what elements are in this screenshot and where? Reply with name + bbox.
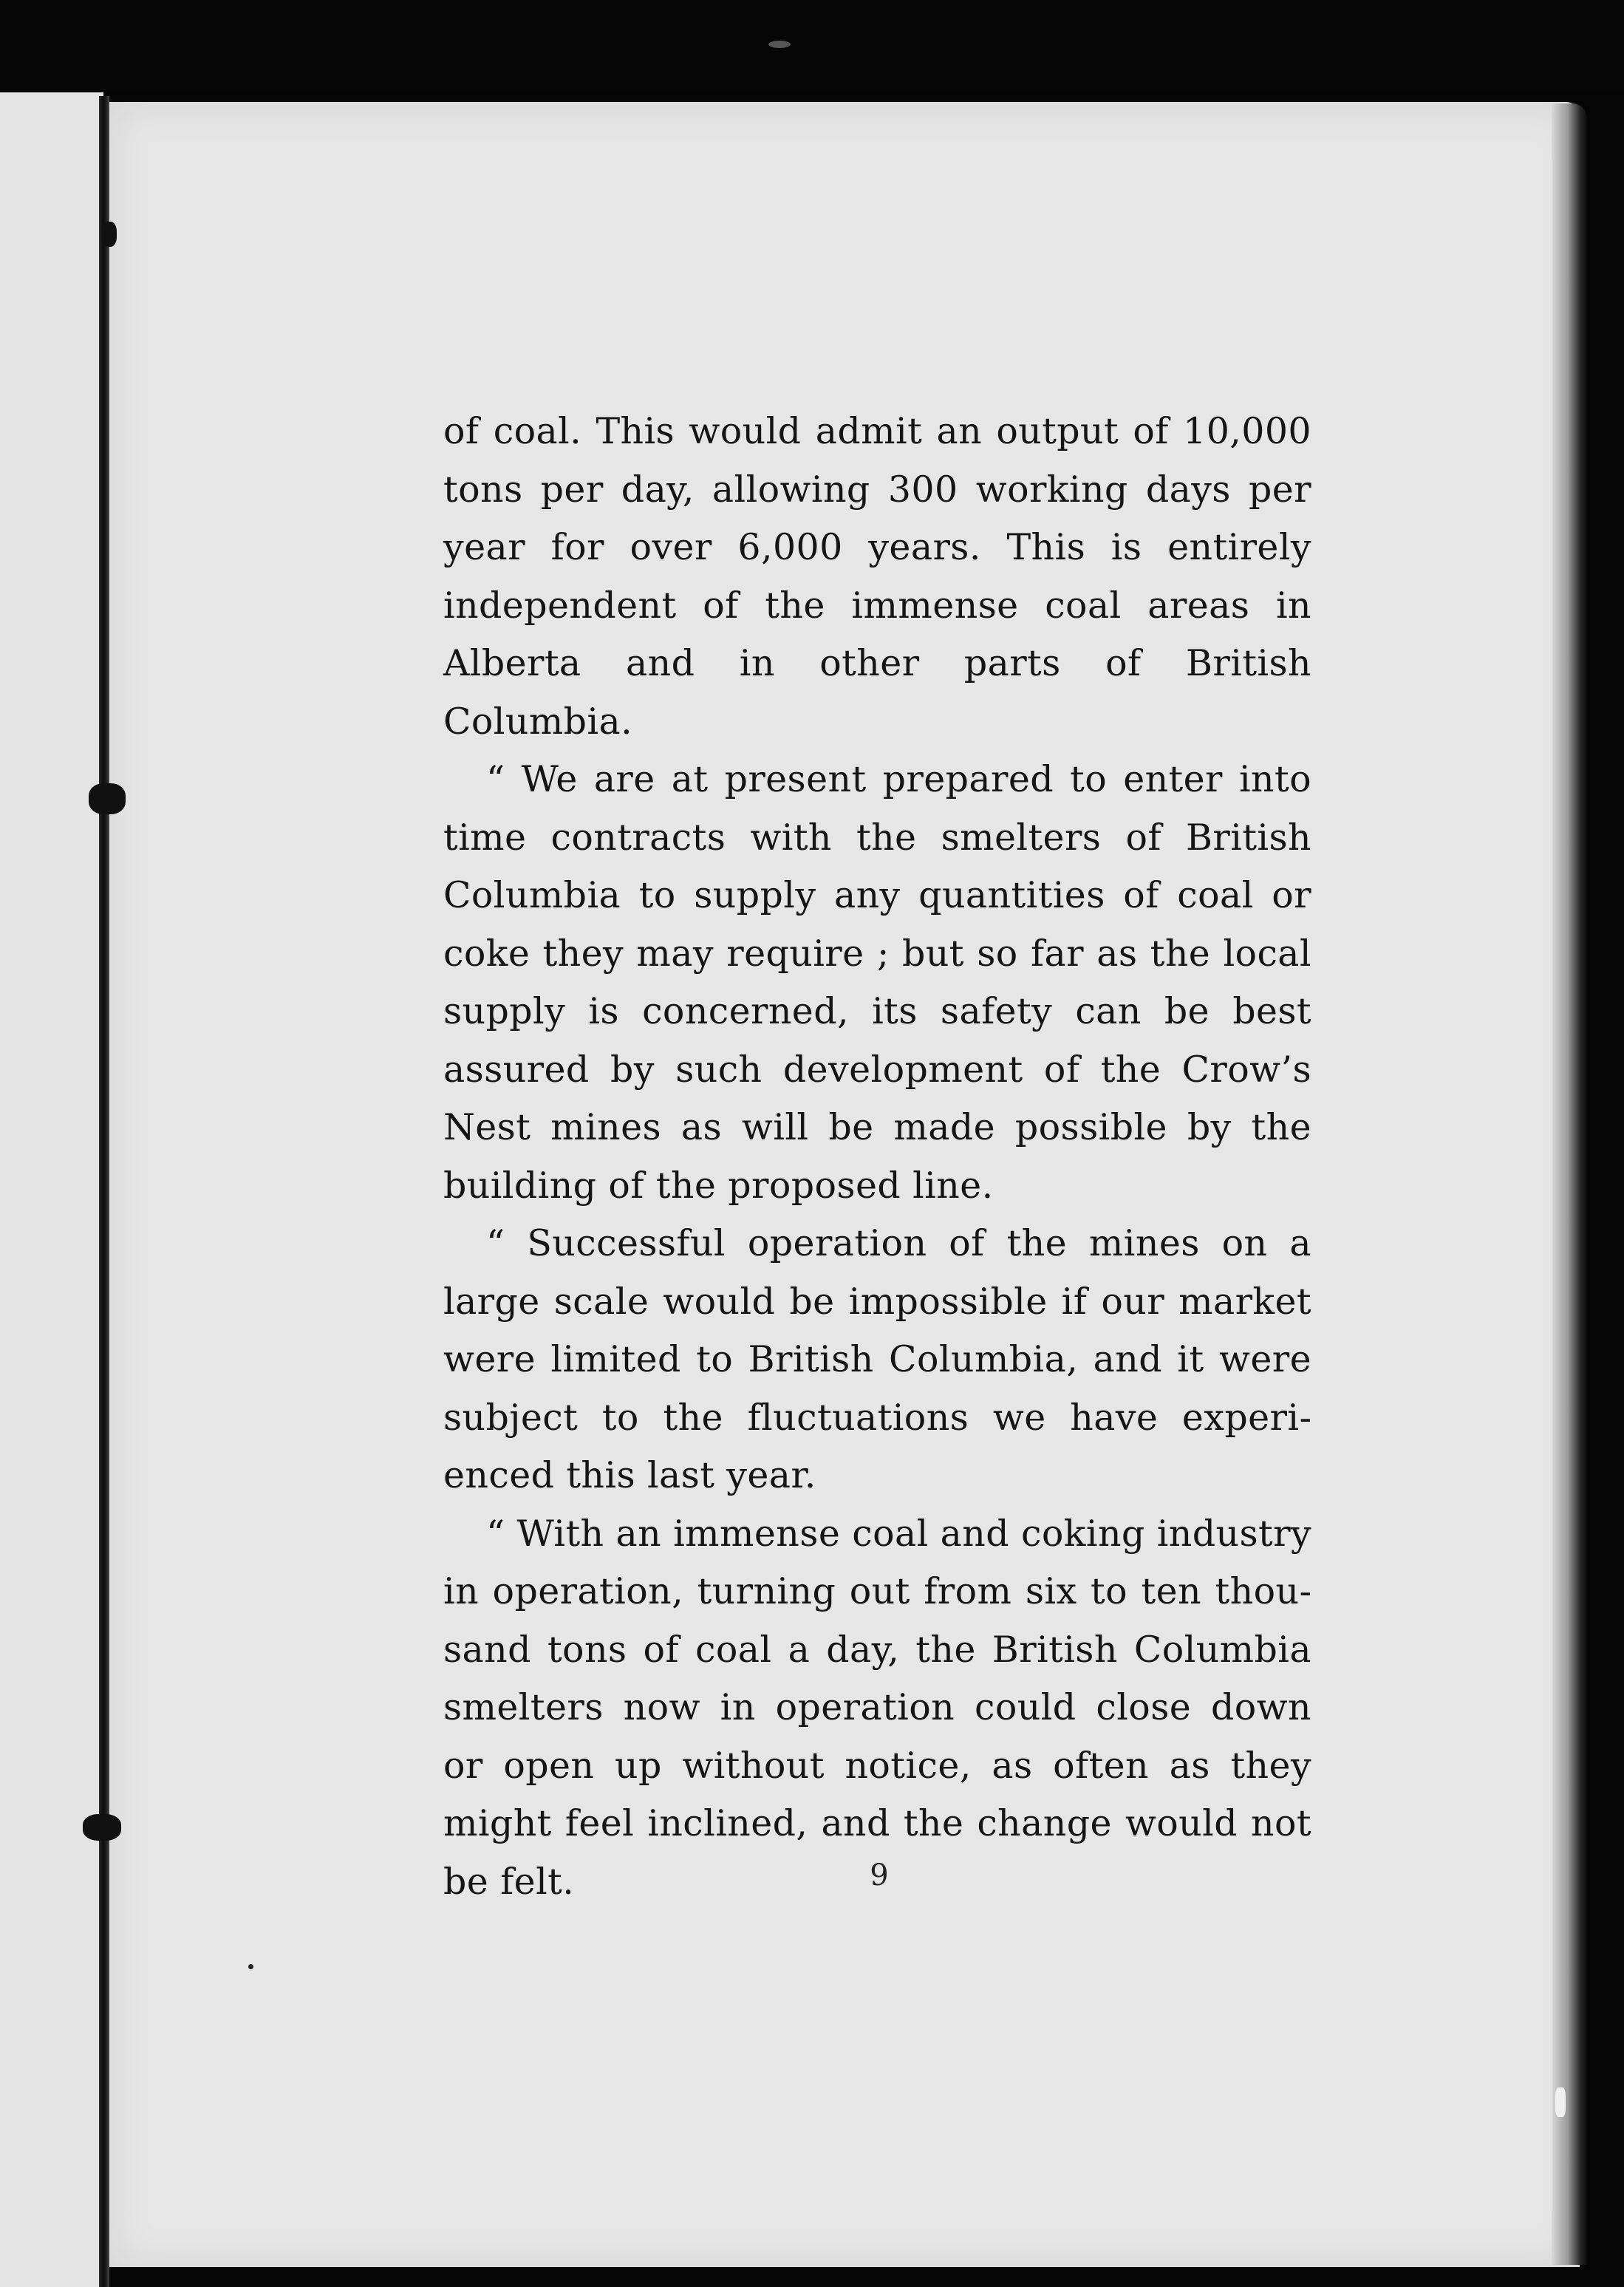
page-number: 9 <box>870 1858 889 1892</box>
book-spine <box>99 96 109 2287</box>
paragraph: “ We are at present prepared to enter into time contracts with the smelters of British Columbia to supply any quantities of coal or coke they may require ; but so far as the local supply is concerned, its safety can be best assured by such development of the Crow’s Nest mines as will be made possible by the building of the proposed line. <box>443 758 1311 1207</box>
paragraph: “ Successful operation of the mines on a large scale would be impossible if our market were limited to British Columbia, and it were subject to the fluctuations we have experienced this last year. <box>443 1222 1311 1496</box>
scan-background-top <box>0 0 1624 92</box>
scan-speck <box>248 1964 253 1969</box>
spine-notch <box>102 222 117 247</box>
paragraph: of coal. This would admit an output of 10,000 tons per day, allowing 300 working days per year for over 6,000 years. This is entirely independent of the immense coal areas in Alberta and in other parts of British Columbia. <box>443 410 1311 743</box>
body-text <box>443 403 1311 1911</box>
paragraph: “ With an immense coal and coking industry in operation, turning out from six to ten thousand tons of coal a day, the British Columbia smelters now in operation could close down or open up without notice, as often as they might feel inclined, and the change would not be felt. <box>443 1512 1311 1903</box>
scan-speck <box>768 41 791 48</box>
scan-speck <box>1555 2087 1566 2117</box>
spine-notch <box>83 1814 121 1841</box>
page-edge-shadow <box>1552 103 1587 2265</box>
previous-page-edge <box>0 92 103 2287</box>
spine-notch <box>89 783 126 814</box>
